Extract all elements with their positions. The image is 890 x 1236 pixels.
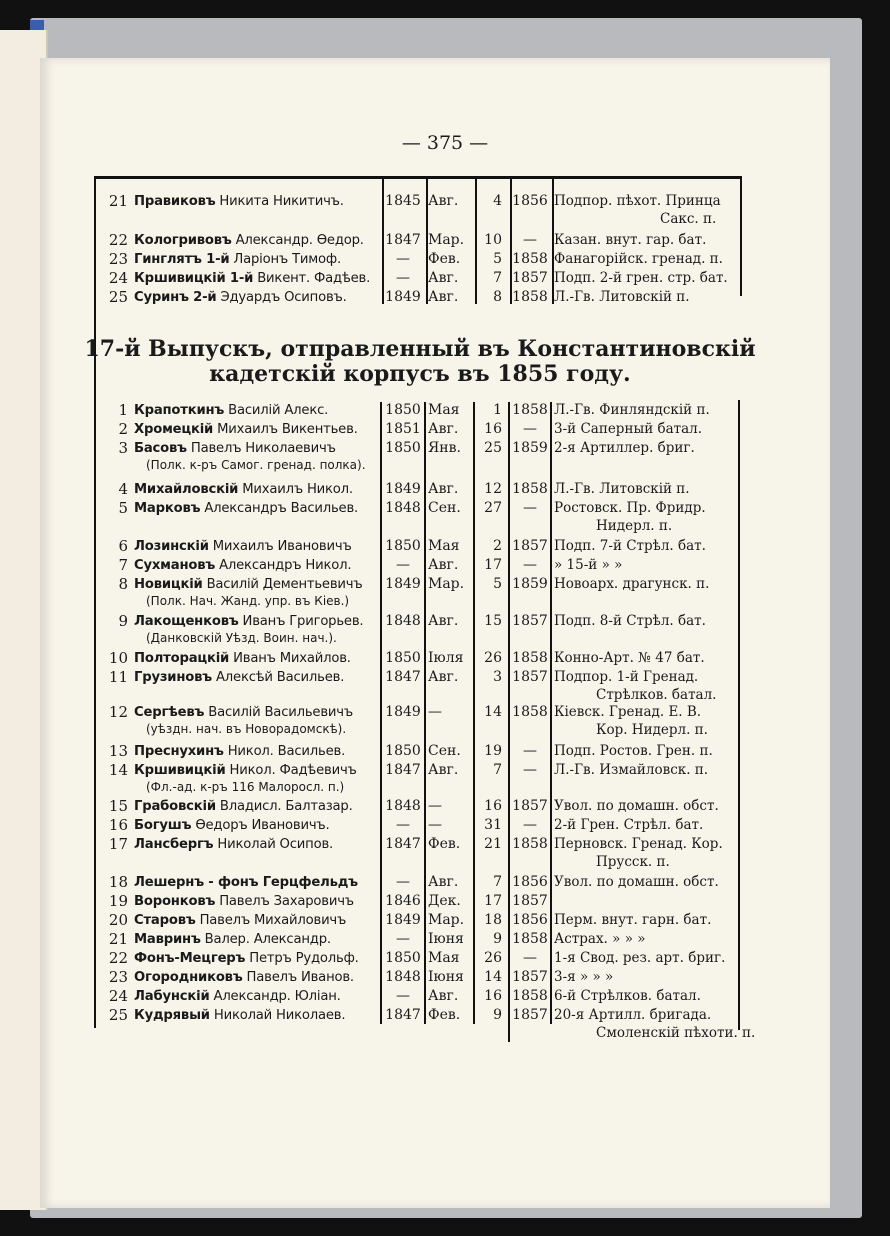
- person-note: (Полк. Нач. Жанд. упр. въ Кіев.): [146, 594, 350, 608]
- assignment: Подпор. 1-й Гренад.: [554, 669, 699, 685]
- table-top-rule: [94, 176, 742, 179]
- graduation-year: 1858: [512, 836, 548, 852]
- birth-year: 1847: [385, 232, 421, 248]
- given-name: Ѳедоръ Ивановичъ.: [191, 818, 330, 833]
- assignment: Фанагорійск. гренад. п.: [554, 251, 723, 267]
- row-number: 23: [108, 968, 128, 986]
- birth-year: 1850: [385, 402, 421, 418]
- graduation-year: 1858: [512, 931, 548, 947]
- assignment-continued: Смоленскій пѣхоти. п.: [596, 1025, 756, 1041]
- birth-day: 9: [493, 931, 502, 947]
- given-name: Павелъ Михайловичъ: [195, 913, 347, 928]
- given-name: Александр. Юліан.: [209, 989, 341, 1004]
- birth-year: —: [396, 874, 410, 890]
- given-name: Никита Никитичъ.: [215, 194, 344, 209]
- row-number: 25: [108, 288, 128, 306]
- given-name: Павелъ Николаевичъ: [186, 441, 336, 456]
- table-row: [92, 556, 744, 575]
- birth-year: 1850: [385, 950, 421, 966]
- surname: Лабунскій: [134, 989, 210, 1004]
- surname: Полторацкій: [134, 651, 230, 666]
- surname: Грузиновъ: [134, 670, 212, 685]
- graduation-year: 1858: [512, 289, 548, 305]
- row-number: 14: [108, 761, 128, 779]
- table-row: [92, 480, 744, 499]
- graduation-year: 1857: [512, 893, 548, 909]
- given-name: Петръ Рудольф.: [245, 951, 359, 966]
- table-row: [92, 668, 744, 687]
- birth-day: 12: [484, 481, 502, 497]
- birth-month: Янв.: [428, 440, 461, 456]
- table-row: [92, 420, 744, 439]
- birth-month: Авг.: [428, 988, 459, 1004]
- graduation-year: 1856: [512, 874, 548, 890]
- row-number: 18: [108, 873, 128, 891]
- birth-day: 16: [484, 421, 502, 437]
- assignment: Л.-Гв. Литовскій п.: [554, 481, 690, 497]
- table-row: [92, 499, 744, 518]
- table-row: [92, 269, 744, 288]
- birth-month: Фев.: [428, 1007, 461, 1023]
- surname: Правиковъ: [134, 194, 216, 209]
- birth-year: 1849: [385, 289, 421, 305]
- table-row: [92, 987, 744, 1006]
- birth-year: 1848: [385, 798, 421, 814]
- surname: Крапоткинъ: [134, 403, 225, 418]
- given-name: Василій Алекс.: [224, 403, 329, 418]
- surname: Грабовскій: [134, 799, 216, 814]
- birth-month: Авг.: [428, 421, 459, 437]
- row-number: 17: [108, 835, 128, 853]
- surname: Воронковъ: [134, 894, 216, 909]
- birth-month: Мар.: [428, 232, 465, 248]
- assignment: Подп. 8-й Стрѣл. бат.: [554, 613, 706, 629]
- birth-day: 31: [484, 817, 502, 833]
- table-row: [92, 439, 744, 458]
- birth-day: 21: [484, 836, 502, 852]
- graduation-year: 1857: [512, 538, 548, 554]
- row-number: 3: [118, 439, 128, 457]
- assignment: Л.-Гв. Измайловск. п.: [554, 762, 709, 778]
- graduation-year: —: [523, 421, 537, 437]
- given-name: Михаилъ Викентьев.: [213, 422, 358, 437]
- table-row: [92, 401, 744, 420]
- birth-year: 1845: [385, 193, 421, 209]
- birth-year: 1849: [385, 481, 421, 497]
- assignment: » 15-й » »: [554, 557, 623, 573]
- birth-day: 19: [484, 743, 502, 759]
- surname: Басовъ: [134, 441, 187, 456]
- birth-day: 5: [493, 576, 502, 592]
- row-number: 19: [108, 892, 128, 910]
- assignment: 20-я Артилл. бригада.: [554, 1007, 712, 1023]
- surname: Сухмановъ: [134, 558, 216, 573]
- birth-month: —: [428, 704, 442, 720]
- table-row: [92, 288, 744, 307]
- row-number: 4: [118, 480, 128, 498]
- given-name: Алексѣй Васильев.: [211, 670, 345, 685]
- birth-year: 1850: [385, 743, 421, 759]
- table-row: [92, 949, 744, 968]
- birth-day: 15: [484, 613, 502, 629]
- surname: Старовъ: [134, 913, 196, 928]
- assignment: Новоарх. драгунск. п.: [554, 576, 710, 592]
- graduation-year: 1858: [512, 704, 548, 720]
- birth-month: Мая: [428, 402, 460, 418]
- table-row: [92, 816, 744, 835]
- assignment: Казан. внут. гар. бат.: [554, 232, 707, 248]
- given-name: Михаилъ Ивановичъ: [208, 539, 352, 554]
- assignment: 3-я » » »: [554, 969, 614, 985]
- surname: Богушъ: [134, 818, 192, 833]
- birth-day: 7: [493, 762, 502, 778]
- graduation-year: 1858: [512, 481, 548, 497]
- graduation-year: 1856: [512, 193, 548, 209]
- given-name: Павелъ Захаровичъ: [215, 894, 354, 909]
- given-name: Викент. Фадѣев.: [253, 271, 371, 286]
- surname: Кудрявый: [134, 1008, 210, 1023]
- table-row: [92, 892, 744, 911]
- person-note: (Полк. к-ръ Самог. гренад. полка).: [146, 458, 366, 472]
- birth-day: 26: [484, 650, 502, 666]
- birth-year: —: [396, 557, 410, 573]
- assignment: Астрах. » » »: [554, 931, 646, 947]
- birth-day: 17: [484, 893, 502, 909]
- birth-year: 1846: [385, 893, 421, 909]
- assignment: Увол. по домашн. обст.: [554, 874, 719, 890]
- birth-year: 1850: [385, 650, 421, 666]
- row-number: 24: [108, 987, 128, 1005]
- birth-month: Авг.: [428, 270, 459, 286]
- birth-month: Авг.: [428, 762, 459, 778]
- birth-year: —: [396, 817, 410, 833]
- birth-year: 1847: [385, 836, 421, 852]
- graduation-year: 1857: [512, 798, 548, 814]
- given-name: Павелъ Иванов.: [242, 970, 354, 985]
- birth-day: 2: [493, 538, 502, 554]
- assignment: Подп. 7-й Стрѣл. бат.: [554, 538, 706, 554]
- birth-day: 8: [493, 289, 502, 305]
- row-number: 6: [118, 537, 128, 555]
- surname: Новицкій: [134, 577, 203, 592]
- assignment: Подп. 2-й грен. стр. бат.: [554, 270, 728, 286]
- surname: Кологривовъ: [134, 233, 232, 248]
- birth-month: —: [428, 798, 442, 814]
- birth-year: —: [396, 270, 410, 286]
- birth-year: 1849: [385, 912, 421, 928]
- birth-month: Сен.: [428, 743, 461, 759]
- given-name: Николай Осипов.: [213, 837, 334, 852]
- birth-year: 1848: [385, 613, 421, 629]
- birth-month: Сен.: [428, 500, 461, 516]
- row-number: 5: [118, 499, 128, 517]
- birth-month: Авг.: [428, 613, 459, 629]
- given-name: Александръ Никол.: [215, 558, 352, 573]
- row-number: 23: [108, 250, 128, 268]
- graduation-year: —: [523, 743, 537, 759]
- graduation-year: —: [523, 500, 537, 516]
- given-name: Александр. Ѳедор.: [231, 233, 364, 248]
- row-number: 13: [108, 742, 128, 760]
- row-number: 10: [108, 649, 128, 667]
- birth-day: 18: [484, 912, 502, 928]
- birth-month: —: [428, 817, 442, 833]
- table-row: [92, 742, 744, 761]
- surname: Кршивицкій 1-й: [134, 271, 254, 286]
- assignment: Подп. Ростов. Грен. п.: [554, 743, 713, 759]
- birth-day: 16: [484, 798, 502, 814]
- person-note: (уѣздн. нач. въ Новорадомскѣ).: [146, 722, 347, 736]
- given-name: Иванъ Григорьев.: [238, 614, 364, 629]
- assignment-continued: Стрѣлков. батал.: [596, 687, 717, 703]
- birth-year: 1850: [385, 440, 421, 456]
- row-number: 22: [108, 231, 128, 249]
- graduation-year: 1858: [512, 650, 548, 666]
- birth-year: 1848: [385, 969, 421, 985]
- birth-day: 14: [484, 969, 502, 985]
- birth-day: 7: [493, 270, 502, 286]
- row-number: 16: [108, 816, 128, 834]
- assignment: 6-й Стрѣлков. батал.: [554, 988, 701, 1004]
- table-row: [92, 192, 744, 211]
- birth-month: Іюня: [428, 969, 464, 985]
- graduation-year: 1859: [512, 576, 548, 592]
- given-name: Ларіонъ Тимоф.: [229, 252, 341, 267]
- birth-month: Мая: [428, 538, 460, 554]
- birth-day: 7: [493, 874, 502, 890]
- row-number: 21: [108, 192, 128, 210]
- surname: Лозинскій: [134, 539, 209, 554]
- birth-day: 1: [493, 402, 502, 418]
- graduation-year: —: [523, 817, 537, 833]
- birth-month: Авг.: [428, 557, 459, 573]
- birth-month: Авг.: [428, 193, 459, 209]
- table-row: [92, 250, 744, 269]
- birth-day: 9: [493, 1007, 502, 1023]
- table-row: [92, 968, 744, 987]
- graduation-year: —: [523, 557, 537, 573]
- row-number: 21: [108, 930, 128, 948]
- assignment: Конно-Арт. № 47 бат.: [554, 650, 705, 666]
- given-name: Никол. Васильев.: [223, 744, 346, 759]
- given-name: Василій Васильевичъ: [204, 705, 353, 720]
- assignment-continued: Сакс. п.: [660, 211, 717, 227]
- birth-day: 17: [484, 557, 502, 573]
- assignment: Л.-Гв. Литовскій п.: [554, 289, 690, 305]
- birth-year: —: [396, 251, 410, 267]
- given-name: Александръ Васильев.: [200, 501, 359, 516]
- birth-month: Авг.: [428, 669, 459, 685]
- birth-day: 27: [484, 500, 502, 516]
- assignment-continued: Кор. Нидерл. п.: [596, 722, 708, 738]
- table-row: [92, 797, 744, 816]
- page-number: — 375 —: [401, 132, 489, 154]
- birth-month: Авг.: [428, 289, 459, 305]
- birth-month: Фев.: [428, 251, 461, 267]
- surname: Кршивицкій: [134, 763, 226, 778]
- table-row: [92, 231, 744, 250]
- birth-year: —: [396, 931, 410, 947]
- assignment: Л.-Гв. Финляндскій п.: [554, 402, 710, 418]
- assignment: 2-я Артиллер. бриг.: [554, 440, 695, 456]
- birth-year: —: [396, 988, 410, 1004]
- given-name: Никол. Фадѣевичъ: [225, 763, 357, 778]
- birth-year: 1851: [385, 421, 421, 437]
- row-number: 12: [108, 703, 128, 721]
- surname: Огородниковъ: [134, 970, 243, 985]
- row-number: 22: [108, 949, 128, 967]
- graduation-year: —: [523, 950, 537, 966]
- row-number: 25: [108, 1006, 128, 1024]
- table-row: [92, 537, 744, 556]
- birth-month: Дек.: [428, 893, 461, 909]
- birth-year: 1849: [385, 576, 421, 592]
- given-name: Валер. Александр.: [200, 932, 331, 947]
- row-number: 7: [118, 556, 128, 574]
- row-number: 11: [108, 668, 128, 686]
- birth-month: Авг.: [428, 874, 459, 890]
- birth-year: 1847: [385, 1007, 421, 1023]
- surname: Хромецкій: [134, 422, 214, 437]
- table-row: [92, 703, 744, 722]
- birth-day: 4: [493, 193, 502, 209]
- birth-month: Мар.: [428, 576, 465, 592]
- birth-day: 26: [484, 950, 502, 966]
- assignment-continued: Нидерл. п.: [596, 518, 673, 534]
- table-row: [92, 761, 744, 780]
- surname: Фонъ-Мецгеръ: [134, 951, 246, 966]
- assignment: Ростовск. Пр. Фридр.: [554, 500, 706, 516]
- person-note: (Данковскій Уѣзд. Воин. нач.).: [146, 631, 337, 645]
- birth-year: 1848: [385, 500, 421, 516]
- surname: Гинглятъ 1-й: [134, 252, 230, 267]
- table-row: [92, 911, 744, 930]
- birth-day: 16: [484, 988, 502, 1004]
- assignment-continued: Прусск. п.: [596, 854, 670, 870]
- row-number: 24: [108, 269, 128, 287]
- assignment: 2-й Грен. Стрѣл. бат.: [554, 817, 704, 833]
- table-row: [92, 930, 744, 949]
- given-name: Эдуардъ Осиповъ.: [216, 290, 347, 305]
- graduation-year: 1857: [512, 969, 548, 985]
- assignment: 1-я Свод. рез. арт. бриг.: [554, 950, 726, 966]
- birth-day: 5: [493, 251, 502, 267]
- birth-month: Мар.: [428, 912, 465, 928]
- assignment: Подпор. пѣхот. Принца: [554, 193, 721, 209]
- row-number: 20: [108, 911, 128, 929]
- graduation-year: 1857: [512, 270, 548, 286]
- birth-day: 25: [484, 440, 502, 456]
- surname: Михайловскій: [134, 482, 239, 497]
- surname: Лансбергъ: [134, 837, 214, 852]
- row-number: 8: [118, 575, 128, 593]
- birth-year: 1847: [385, 762, 421, 778]
- surname: Мавринъ: [134, 932, 201, 947]
- graduation-year: 1857: [512, 669, 548, 685]
- given-name: Николай Николаев.: [209, 1008, 346, 1023]
- birth-day: 3: [493, 669, 502, 685]
- graduation-year: —: [523, 762, 537, 778]
- birth-day: 14: [484, 704, 502, 720]
- birth-month: Іюля: [428, 650, 464, 666]
- row-number: 15: [108, 797, 128, 815]
- given-name: Василій Дементьевичъ: [202, 577, 363, 592]
- birth-month: Іюня: [428, 931, 464, 947]
- assignment: Кіевск. Гренад. Е. В.: [554, 704, 702, 720]
- assignment: Перм. внут. гарн. бат.: [554, 912, 712, 928]
- assignment: Перновск. Гренад. Кор.: [554, 836, 723, 852]
- table-row: [92, 873, 744, 892]
- assignment: 3-й Саперный батал.: [554, 421, 703, 437]
- row-number: 9: [118, 612, 128, 630]
- birth-month: Мая: [428, 950, 460, 966]
- table-row: [92, 575, 744, 594]
- row-number: 1: [118, 401, 128, 419]
- given-name: Иванъ Михайлов.: [229, 651, 351, 666]
- table-row: [92, 649, 744, 668]
- surname: Преснухинъ: [134, 744, 224, 759]
- surname: Марковъ: [134, 501, 201, 516]
- surname: Сергѣевъ: [134, 705, 205, 720]
- birth-month: Авг.: [428, 481, 459, 497]
- row-number: 2: [118, 420, 128, 438]
- surname: Лакощенковъ: [134, 614, 239, 629]
- given-name: Михаилъ Никол.: [238, 482, 353, 497]
- birth-day: 10: [484, 232, 502, 248]
- table-row: [92, 612, 744, 631]
- graduation-year: 1859: [512, 440, 548, 456]
- surname: Лешернъ - фонъ Герцфельдъ: [134, 875, 358, 890]
- graduation-year: 1858: [512, 988, 548, 1004]
- graduation-year: 1857: [512, 613, 548, 629]
- table-row: [92, 835, 744, 854]
- person-note: (Фл.-ад. к-ръ 116 Малоросл. п.): [146, 780, 345, 794]
- surname: Суринъ 2-й: [134, 290, 217, 305]
- given-name: Владисл. Балтазар.: [215, 799, 353, 814]
- table-row: [92, 1006, 744, 1025]
- graduation-year: 1858: [512, 251, 548, 267]
- graduation-year: 1858: [512, 402, 548, 418]
- birth-month: Фев.: [428, 836, 461, 852]
- section-heading-line-2: кадетскій корпусъ въ 1855 году.: [209, 361, 631, 387]
- assignment: Увол. по домашн. обст.: [554, 798, 719, 814]
- birth-year: 1849: [385, 704, 421, 720]
- graduation-year: —: [523, 232, 537, 248]
- graduation-year: 1857: [512, 1007, 548, 1023]
- birth-year: 1847: [385, 669, 421, 685]
- section-heading-line-1: 17-й Выпускъ, отправленный въ Константиновскій: [84, 336, 756, 362]
- graduation-year: 1856: [512, 912, 548, 928]
- birth-year: 1850: [385, 538, 421, 554]
